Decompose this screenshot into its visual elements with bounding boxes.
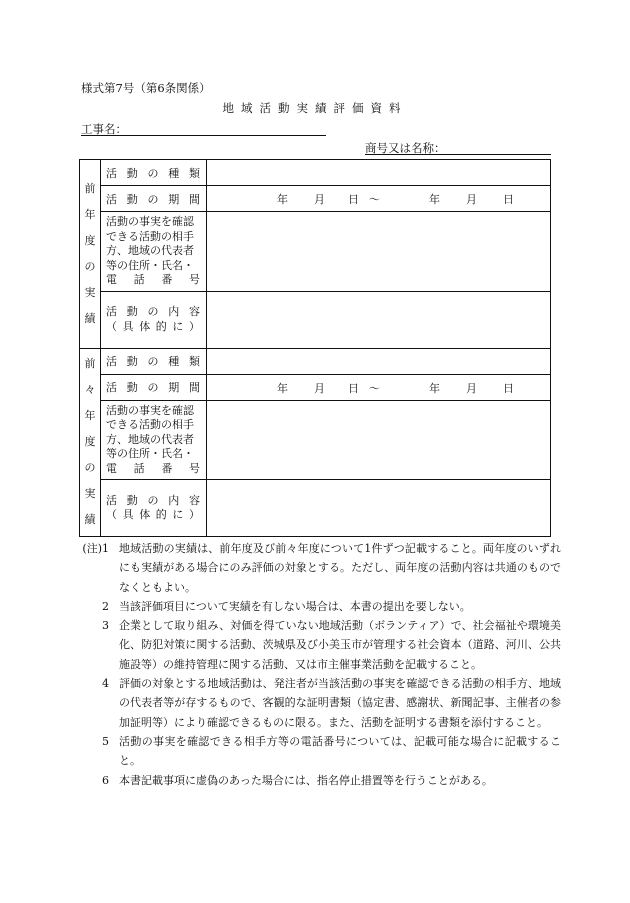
company-name-field[interactable]: [365, 140, 551, 155]
note-text: 活動の事実を確認できる相手方等の電話番号については、記載可能な場合に記載すること。: [119, 734, 561, 768]
activity-partner-label-line: できる活動の相手: [106, 418, 194, 431]
section-label-char: 前: [84, 357, 96, 371]
activity-content-label: [101, 480, 207, 537]
activity-content-label: [101, 291, 207, 348]
project-name-field[interactable]: [81, 121, 326, 136]
activity-type-field[interactable]: [207, 160, 551, 186]
activity-partner-label-line: 等の住所・氏名・: [106, 447, 194, 460]
section-label-char: 年: [84, 409, 96, 423]
note-text: 評価の対象とする地域活動は、発注者が当該活動の事実を確認できる活動の相手方、地域の代表者等が存するもので、客観的な証明書類（協定書、感謝状、新聞記事、主催者の参加証明等）により確認できるものに限る。また、活動を証明する書類を添付すること。: [119, 677, 561, 729]
section-label-char: 前: [84, 181, 96, 195]
activity-period-label-text: 活 動 の 期 間: [106, 381, 200, 394]
document-title: 地域活動実績評価資料: [222, 101, 408, 115]
note-number: 3: [102, 619, 109, 633]
section-label-char: の: [84, 461, 96, 475]
date-year-label: 年: [429, 381, 440, 395]
activity-partner-field[interactable]: [207, 212, 551, 292]
note-text: 企業として取り組み、対価を得ていない地域活動（ボランティア）で、社会福祉や環境美化、防犯対策に関する活動、茨城県及び小美玉市が管理する社会資本（道路、河川、公共施設等）の維持管理に関する活動、又は市主催事業活動を記載すること。: [119, 619, 561, 671]
date-month-label: 月: [314, 381, 325, 395]
section-label: [80, 348, 101, 537]
table-row: [80, 212, 551, 292]
date-day-label: 日: [348, 381, 359, 395]
activity-partner-label: [101, 400, 207, 480]
note-text: 当該評価項目について実績を有しない場合は、本書の提出を要しない。: [119, 599, 471, 613]
activity-partner-label: [101, 212, 207, 292]
section-label: [80, 160, 101, 349]
notes-section: [81, 539, 561, 790]
activity-partner-label-line: 活動の事実を確認: [106, 403, 194, 417]
activity-content-field[interactable]: [207, 480, 551, 537]
activity-content-field[interactable]: [207, 291, 551, 348]
date-year-label: 年: [429, 193, 440, 206]
table-row: [80, 160, 551, 186]
activity-record-table: [79, 159, 551, 537]
note-number: 5: [102, 734, 109, 748]
note-item: [81, 771, 561, 790]
note-item: [81, 597, 561, 616]
date-month-label: 月: [466, 381, 477, 395]
activity-type-label-text: 活 動 の 種 類: [106, 355, 200, 368]
activity-content-label-line: 活 動 の 内 容: [106, 493, 200, 507]
activity-period-field[interactable]: [207, 374, 551, 400]
note-item: [81, 674, 561, 732]
date-year-label: 年: [277, 381, 288, 395]
activity-content-label-line: （ 具 体 的 に ）: [106, 508, 200, 521]
activity-partner-field[interactable]: [207, 400, 551, 480]
date-day-label: 日: [348, 193, 359, 206]
activity-type-label: [101, 160, 207, 186]
activity-content-label-line: 活 動 の 内 容: [106, 305, 200, 318]
date-tilde-label: 〜: [369, 193, 380, 206]
table-row: [80, 374, 551, 400]
project-name-label: 工事名：: [81, 122, 127, 136]
activity-partner-label-line: 方、地域の代表者: [106, 432, 194, 446]
note-number: 2: [102, 599, 109, 613]
activity-content-label-line: （ 具 体 的 に ）: [106, 319, 200, 333]
note-number: 6: [102, 773, 109, 787]
activity-period-label: [101, 186, 207, 212]
activity-type-label-text: 活 動 の 種 類: [106, 166, 200, 180]
note-item: [81, 539, 561, 597]
section-label-char: 度: [84, 435, 96, 449]
table-row: [80, 291, 551, 348]
date-month-label: 月: [466, 193, 477, 206]
activity-period-label: [101, 374, 207, 400]
activity-partner-label-line: 方、地域の代表者: [106, 244, 194, 257]
activity-partner-label-line: 電 話 番 号: [106, 273, 200, 286]
activity-partner-label-line: できる活動の相手: [106, 229, 194, 243]
date-year-label: 年: [277, 193, 288, 206]
table-row: [80, 480, 551, 537]
activity-type-label: [101, 348, 207, 374]
note-number: 4: [102, 677, 109, 691]
note-item: [81, 732, 561, 771]
section-label-char: 年: [84, 207, 96, 221]
section-label-char: 績: [84, 513, 96, 527]
activity-partner-label-line: 等の住所・氏名・: [106, 258, 194, 272]
note-item: [81, 616, 561, 674]
section-label-char: 績: [84, 311, 96, 325]
section-label-char: 実: [84, 487, 96, 501]
activity-partner-label-line: 電 話 番 号: [106, 461, 200, 475]
activity-type-field[interactable]: [207, 348, 551, 374]
date-tilde-label: 〜: [369, 381, 380, 395]
note-text: 本書記載事項に虚偽のあった場合には、指名停止措置等を行うことがある。: [119, 773, 493, 787]
activity-partner-label-line: 活動の事実を確認: [106, 215, 194, 228]
form-number: 様式第7号（第6条関係）: [81, 81, 211, 95]
activity-period-label-text: 活 動 の 期 間: [106, 192, 200, 206]
table-row: [80, 348, 551, 374]
activity-period-field[interactable]: [207, 186, 551, 212]
section-label-char: 々: [84, 383, 96, 397]
table-row: [80, 186, 551, 212]
section-label-char: の: [84, 259, 96, 273]
date-day-label: 日: [503, 193, 514, 206]
date-day-label: 日: [503, 381, 514, 395]
table-row: [80, 400, 551, 480]
company-name-label: 商号又は名称：: [365, 141, 446, 155]
section-label-char: 度: [84, 233, 96, 247]
section-label-char: 実: [84, 285, 96, 299]
note-number: (注)1: [82, 542, 109, 555]
date-month-label: 月: [314, 193, 325, 206]
note-text: 地域活動の実績は、前年度及び前々年度について1件ずつ記載すること。両年度のいずれにも実績がある場合にのみ評価の対象とする。ただし、両年度の活動内容は共通のものでなくともよい。: [119, 542, 561, 594]
